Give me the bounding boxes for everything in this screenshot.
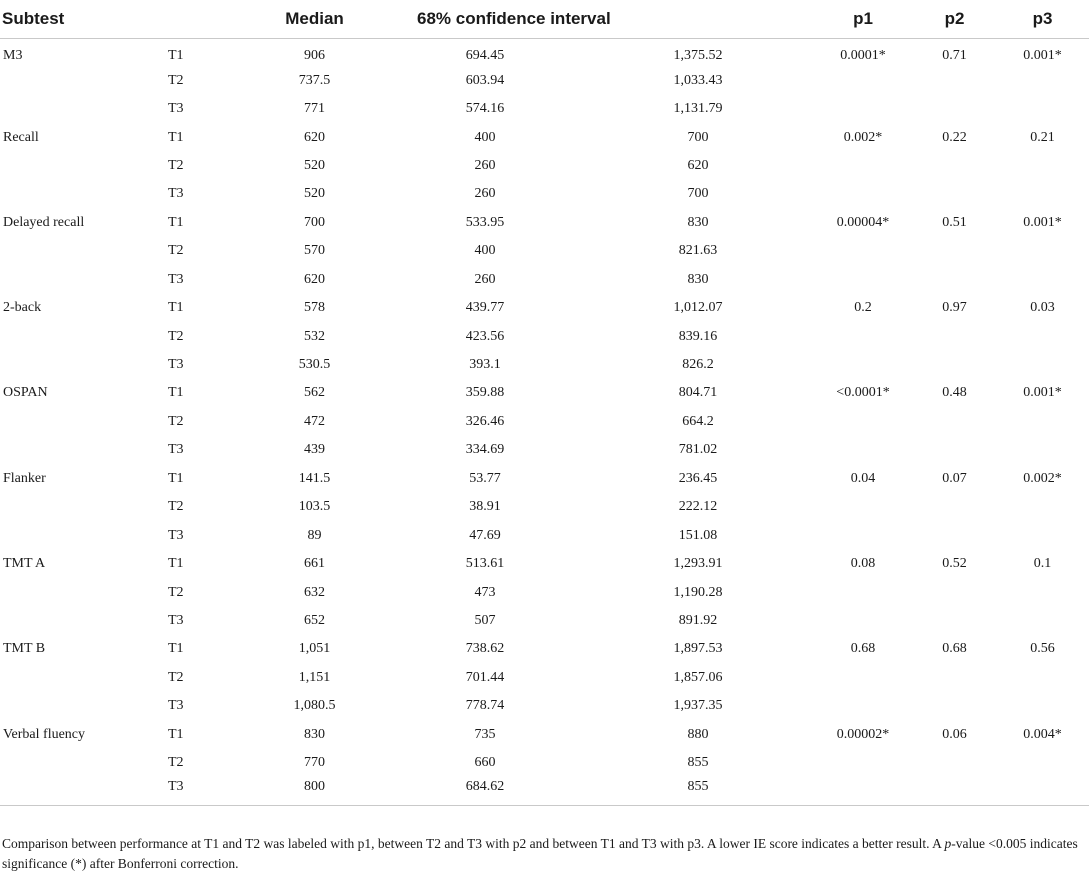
cell-p2 <box>913 436 996 464</box>
cell-timepoint: T3 <box>168 698 184 714</box>
cell-p3: 0.001* <box>1023 214 1062 230</box>
table-row <box>0 95 1089 123</box>
cell-median: 472 <box>304 413 325 429</box>
table-row <box>0 664 1089 692</box>
footnote-text: Comparison between performance at T1 and T2 was labeled with p1, between T2 and T3 with p2 and between T1 and T3 with p3. A lower IE score indicates a better result. A <box>2 836 945 851</box>
cell-timepoint: T2 <box>168 157 184 173</box>
cell-subtest: OSPAN <box>3 385 48 401</box>
cell-p2 <box>913 578 996 606</box>
cell-ci-lower: 53.77 <box>469 470 501 486</box>
cell-p1: 0.04 <box>850 470 876 486</box>
cell-ci-upper: 700 <box>687 186 709 202</box>
cell-timepoint: T2 <box>168 499 184 515</box>
cell-p1 <box>813 777 913 805</box>
cell-p2 <box>913 749 996 777</box>
table-row <box>0 408 1089 436</box>
cell-median: 620 <box>304 129 325 145</box>
cell-ci-lower: 778.74 <box>465 698 505 714</box>
cell-p2 <box>913 777 996 805</box>
cell-median: 632 <box>304 584 325 600</box>
cell-p3 <box>996 777 1089 805</box>
cell-p1 <box>813 692 913 720</box>
table-row <box>0 66 1089 94</box>
cell-subtest <box>0 180 160 208</box>
cell-subtest <box>0 521 160 549</box>
table-row <box>0 38 1089 66</box>
cell-subtest <box>0 95 160 123</box>
cell-p3 <box>996 749 1089 777</box>
cell-median: 530.5 <box>298 357 331 373</box>
cell-ci-lower: 359.88 <box>465 385 505 401</box>
cell-ci-upper: 855 <box>583 777 813 805</box>
cell-subtest <box>0 578 160 606</box>
cell-subtest <box>0 607 160 635</box>
cell-median: 770 <box>304 755 325 771</box>
cell-ci-lower: 694.45 <box>465 48 505 64</box>
cell-ci-lower: 439.77 <box>465 300 505 316</box>
cell-subtest <box>0 322 160 350</box>
cell-p3 <box>996 692 1089 720</box>
cell-ci-lower: 701.44 <box>465 669 505 685</box>
cell-ci-upper: 1,033.43 <box>673 72 723 88</box>
table-row <box>0 322 1089 350</box>
cell-ci-lower: 738.62 <box>465 641 505 657</box>
cell-timepoint: T1 <box>168 300 184 316</box>
cell-p2 <box>913 351 996 379</box>
cell-ci-upper: 1,937.35 <box>673 698 723 714</box>
cell-median: 570 <box>304 243 325 259</box>
cell-ci-upper: 1,190.28 <box>673 584 723 600</box>
table-row <box>0 777 1089 805</box>
cell-median: 661 <box>304 556 325 572</box>
cell-p3: 0.002* <box>1023 470 1062 486</box>
cell-subtest: M3 <box>3 48 23 64</box>
cell-timepoint: T1 <box>168 214 184 230</box>
cell-p3 <box>996 436 1089 464</box>
cell-p2: 0.97 <box>942 300 967 316</box>
cell-timepoint: T2 <box>168 72 184 88</box>
cell-median: 520 <box>304 186 325 202</box>
table-row <box>0 379 1089 407</box>
cell-median: 652 <box>304 612 325 628</box>
cell-subtest: TMT B <box>3 641 46 657</box>
cell-p3: 0.001* <box>1023 48 1062 64</box>
cell-p1: 0.00002* <box>836 726 890 742</box>
cell-p2: 0.22 <box>942 129 967 145</box>
cell-p3: 0.004* <box>1023 726 1062 742</box>
cell-median: 1,151 <box>298 669 331 685</box>
cell-ci-lower: 473 <box>474 584 496 600</box>
cell-subtest <box>0 351 160 379</box>
cell-ci-upper: 821.63 <box>678 243 718 259</box>
cell-p3 <box>996 521 1089 549</box>
table-row <box>0 152 1089 180</box>
cell-p1 <box>813 578 913 606</box>
cell-p3 <box>996 237 1089 265</box>
cell-ci-lower: 260 <box>474 157 496 173</box>
cell-ci-upper: 1,375.52 <box>673 48 723 64</box>
cell-ci-lower: 260 <box>474 271 496 287</box>
cell-p1 <box>813 607 913 635</box>
cell-ci-upper: 1,293.91 <box>673 556 723 572</box>
cell-median: 520 <box>304 157 325 173</box>
footnote-text-end: -value <0.005 indicates significance (*) after Bonferroni correction. <box>2 836 1078 871</box>
cell-ci-lower: 660 <box>474 755 496 771</box>
cell-ci-upper: 664.2 <box>682 413 714 429</box>
cell-p2 <box>913 692 996 720</box>
cell-ci-upper: 236.45 <box>678 470 718 486</box>
cell-p1 <box>813 749 913 777</box>
cell-p2 <box>913 664 996 692</box>
cell-p1 <box>813 436 913 464</box>
cell-subtest <box>0 436 160 464</box>
cell-p2 <box>913 408 996 436</box>
table-row <box>0 749 1089 777</box>
cell-timepoint: T1 <box>168 726 184 742</box>
cell-timepoint: T3 <box>168 271 184 287</box>
cell-p3: 0.001* <box>1023 385 1062 401</box>
table-row <box>0 721 1089 749</box>
cell-ci-upper: 891.92 <box>678 612 718 628</box>
cell-ci-upper: 620 <box>687 157 709 173</box>
cell-p1: 0.08 <box>850 556 876 572</box>
cell-ci-lower: 574.16 <box>465 101 505 117</box>
cell-p2: 0.52 <box>942 556 967 572</box>
header-p2: p2 <box>913 0 996 38</box>
cell-p2 <box>913 95 996 123</box>
cell-p3 <box>996 180 1089 208</box>
cell-median: 620 <box>304 271 325 287</box>
header-row <box>0 0 1089 38</box>
table-row <box>0 578 1089 606</box>
cell-p1 <box>813 493 913 521</box>
cell-ci-upper: 222.12 <box>678 499 718 515</box>
cell-timepoint: T1 <box>168 129 184 145</box>
cell-ci-lower: 400 <box>474 243 496 259</box>
cell-p2 <box>913 322 996 350</box>
cell-timepoint: T3 <box>168 186 184 202</box>
cell-p1 <box>813 408 913 436</box>
cell-p1 <box>813 351 913 379</box>
cell-p2: 0.48 <box>942 385 967 401</box>
cell-median: 89 <box>307 527 322 543</box>
cell-subtest <box>0 692 160 720</box>
cell-p2 <box>913 493 996 521</box>
cell-p1 <box>813 322 913 350</box>
cell-median: 1,080.5 <box>293 698 336 714</box>
cell-p2 <box>913 66 996 94</box>
table-row <box>0 550 1089 578</box>
cell-p3 <box>996 152 1089 180</box>
cell-p3 <box>996 95 1089 123</box>
cell-subtest <box>0 408 160 436</box>
cell-p3 <box>996 607 1089 635</box>
cell-p1 <box>813 66 913 94</box>
cell-median: 771 <box>304 101 325 117</box>
cell-ci-lower: 684.62 <box>387 777 583 805</box>
cell-ci-lower: 326.46 <box>465 413 505 429</box>
cell-subtest: Delayed recall <box>3 214 85 230</box>
cell-median: 906 <box>304 48 325 64</box>
cell-p2 <box>913 607 996 635</box>
cell-timepoint: T2 <box>168 413 184 429</box>
header-confidence-interval: 68% confidence interval <box>387 0 813 38</box>
cell-p2 <box>913 521 996 549</box>
cell-timepoint: T1 <box>168 470 184 486</box>
table-row <box>0 493 1089 521</box>
cell-ci-lower: 735 <box>474 726 496 742</box>
cell-ci-upper: 151.08 <box>678 527 718 543</box>
cell-median: 578 <box>304 300 325 316</box>
cell-median: 103.5 <box>298 499 331 515</box>
cell-subtest <box>0 66 160 94</box>
cell-ci-lower: 513.61 <box>465 556 505 572</box>
cell-p3 <box>996 578 1089 606</box>
cell-timepoint: T3 <box>168 101 184 117</box>
cell-p3 <box>996 66 1089 94</box>
table-row <box>0 209 1089 237</box>
cell-p1 <box>813 266 913 294</box>
cell-ci-lower: 260 <box>474 186 496 202</box>
cell-p1: <0.0001* <box>836 385 890 401</box>
cell-p1: 0.2 <box>854 300 872 316</box>
cell-ci-upper: 830 <box>687 214 709 230</box>
cell-timepoint: T3 <box>168 357 184 373</box>
cell-p1: 0.68 <box>850 641 876 657</box>
cell-median: 532 <box>304 328 325 344</box>
cell-p1: 0.0001* <box>840 48 886 64</box>
cell-timepoint: T3 <box>168 442 184 458</box>
cell-p2: 0.68 <box>942 641 967 657</box>
table-row <box>0 465 1089 493</box>
table-row <box>0 436 1089 464</box>
cell-p3 <box>996 408 1089 436</box>
table-footnote <box>2 834 1086 874</box>
cell-ci-upper: 1,131.79 <box>673 101 723 117</box>
cell-p2 <box>913 266 996 294</box>
table-row <box>0 123 1089 151</box>
header-p3: p3 <box>996 0 1089 38</box>
cell-p3 <box>996 266 1089 294</box>
cell-median: 562 <box>304 385 325 401</box>
cell-p3: 0.1 <box>1033 556 1052 572</box>
cell-median: 439 <box>304 442 325 458</box>
cell-p1 <box>813 95 913 123</box>
cell-p1 <box>813 152 913 180</box>
cell-ci-upper: 880 <box>687 726 709 742</box>
cell-p3: 0.21 <box>1030 129 1055 145</box>
cell-timepoint: T1 <box>168 385 184 401</box>
table-row <box>0 521 1089 549</box>
cell-timepoint: T1 <box>168 641 184 657</box>
header-median: Median <box>242 0 387 38</box>
header-timepoint <box>160 0 242 38</box>
cell-ci-lower: 47.69 <box>469 527 501 543</box>
cell-p3: 0.56 <box>1030 641 1055 657</box>
cell-ci-upper: 830 <box>687 271 709 287</box>
cell-timepoint: T3 <box>160 777 242 805</box>
cell-subtest: TMT A <box>3 556 46 572</box>
table-row <box>0 692 1089 720</box>
cell-p1 <box>813 664 913 692</box>
cell-subtest: Flanker <box>3 470 46 486</box>
cell-ci-lower: 393.1 <box>469 357 501 373</box>
cell-median: 700 <box>304 214 325 230</box>
table-row <box>0 266 1089 294</box>
cell-p2 <box>913 180 996 208</box>
header-subtest: Subtest <box>0 0 160 38</box>
cell-timepoint: T2 <box>168 584 184 600</box>
cell-ci-upper: 826.2 <box>682 357 714 373</box>
cell-median: 830 <box>304 726 325 742</box>
cell-ci-upper: 1,857.06 <box>673 669 723 685</box>
cell-timepoint: T1 <box>168 48 184 64</box>
cell-subtest <box>0 777 160 805</box>
cell-ci-upper: 804.71 <box>678 385 718 401</box>
cell-ci-upper: 700 <box>687 129 709 145</box>
cell-p1: 0.00004* <box>836 214 890 230</box>
cell-p2: 0.71 <box>942 48 967 64</box>
cell-ci-lower: 533.95 <box>465 214 505 230</box>
cell-ci-upper: 1,012.07 <box>673 300 723 316</box>
cell-subtest: Verbal fluency <box>3 726 86 742</box>
cell-p1: 0.002* <box>843 129 883 145</box>
cell-p1 <box>813 180 913 208</box>
cell-subtest <box>0 493 160 521</box>
cell-subtest: Recall <box>3 129 39 145</box>
footnote-italic-p: p <box>944 836 952 851</box>
table-row <box>0 180 1089 208</box>
cell-subtest <box>0 266 160 294</box>
cell-subtest <box>0 237 160 265</box>
cell-timepoint: T1 <box>168 556 184 572</box>
cell-ci-lower: 38.91 <box>469 499 501 515</box>
cell-timepoint: T3 <box>168 527 184 543</box>
table-body <box>0 38 1089 806</box>
cell-timepoint: T2 <box>168 755 184 771</box>
cell-p2: 0.51 <box>942 214 967 230</box>
cell-timepoint: T2 <box>168 669 184 685</box>
cell-timepoint: T2 <box>168 243 184 259</box>
cell-ci-lower: 423.56 <box>465 328 505 344</box>
cell-p3 <box>996 493 1089 521</box>
cell-p3 <box>996 322 1089 350</box>
cell-median: 141.5 <box>298 470 331 486</box>
cell-timepoint: T2 <box>168 328 184 344</box>
cell-p2: 0.06 <box>942 726 967 742</box>
table-header <box>0 0 1089 38</box>
cell-p3: 0.03 <box>1030 300 1055 316</box>
cell-ci-upper: 855 <box>687 755 709 771</box>
cell-ci-lower: 507 <box>474 612 496 628</box>
cell-p2: 0.07 <box>942 470 967 486</box>
table-row <box>0 237 1089 265</box>
cell-subtest <box>0 152 160 180</box>
cell-ci-lower: 334.69 <box>465 442 505 458</box>
cell-p3 <box>996 664 1089 692</box>
cell-ci-lower: 400 <box>474 129 496 145</box>
cell-subtest <box>0 664 160 692</box>
table-row <box>0 294 1089 322</box>
table-row <box>0 351 1089 379</box>
table-row <box>0 635 1089 663</box>
cell-median: 737.5 <box>298 72 331 88</box>
cell-p2 <box>913 237 996 265</box>
header-p1: p1 <box>813 0 913 38</box>
cell-ci-lower: 603.94 <box>465 72 505 88</box>
cell-ci-upper: 1,897.53 <box>673 641 723 657</box>
cell-p1 <box>813 521 913 549</box>
cell-p1 <box>813 237 913 265</box>
cell-p2 <box>913 152 996 180</box>
cell-p3 <box>996 351 1089 379</box>
cell-subtest: 2-back <box>3 300 42 316</box>
cell-timepoint: T3 <box>168 612 184 628</box>
cell-ci-upper: 781.02 <box>678 442 718 458</box>
cell-subtest <box>0 749 160 777</box>
table-row <box>0 607 1089 635</box>
cell-median: 1,051 <box>298 641 331 657</box>
cell-ci-upper: 839.16 <box>678 328 718 344</box>
cell-median: 800 <box>242 777 387 805</box>
